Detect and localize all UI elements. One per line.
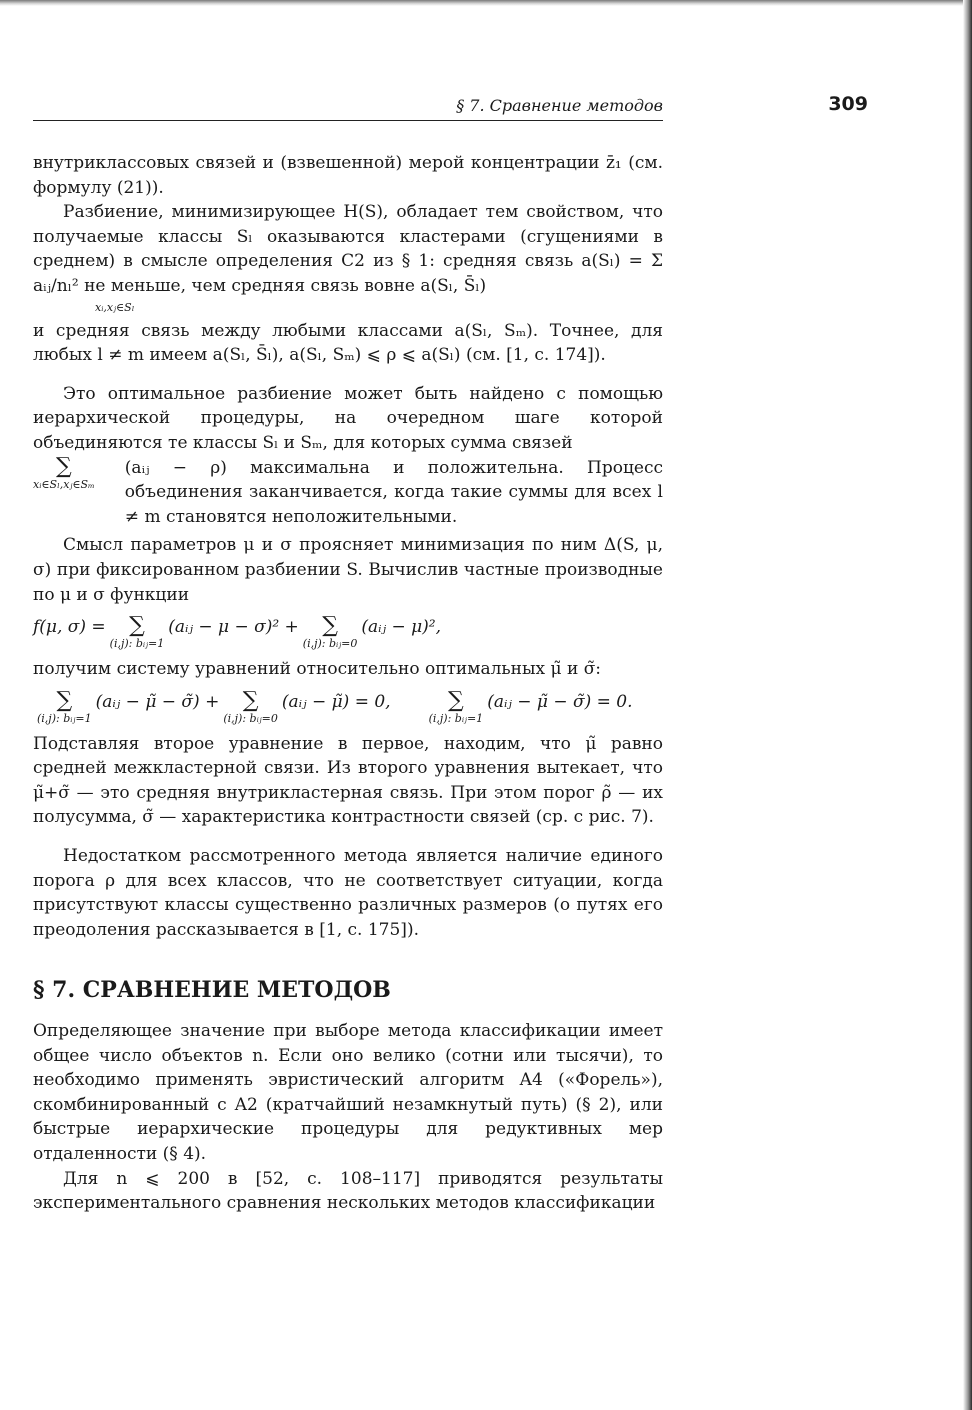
paragraph-4: Это оптимальное разбиение может быть найдено с помощью иерархической процедуры, на очередном шаге которой объединяются те классы Sₗ и Sₘ, для которых сумма связей [33, 383, 663, 453]
book-page [33, 92, 868, 1216]
sum-b0: ∑ (i,j): bᵢⱼ=0 [302, 613, 358, 651]
paragraph-8: Подставляя второе уравнение в первое, находим, что μ̃ равно средней межкластерной связи. Из второго уравнения вытекает, что μ̃+σ̃ — это средняя внутрикластерная связь. При этом порог ρ̃ — их полусумма, σ̃ — характеристика контрастности связей (ср. с рис. 7). [33, 733, 663, 828]
paragraph-11: Для n ⩽ 200 в [52, с. 108–117] приводятся результаты экспериментального сравнения нескольких методов классификации [33, 1168, 663, 1214]
sum-b1-eq2: ∑ (i,j): bᵢⱼ=1 [428, 687, 484, 725]
page-binding-edge [963, 0, 972, 1410]
paragraph-9: Недостатком рассмотренного метода является наличие единого порога ρ для всех классов, что не соответствует ситуации, когда присутствуют классы существенно различных размеров (о путях его преодоления рассказывается в [1, с. 175]). [33, 846, 663, 940]
paragraph-5: (aᵢⱼ − ρ) максимальна и положительна. Процесс объединения заканчивается, когда такие суммы для всех l ≠ m становятся неположительными. [124, 457, 663, 527]
running-head [33, 92, 868, 121]
pair-sum: ∑ xᵢ∈Sₗ,xⱼ∈Sₘ [33, 453, 95, 491]
paragraph-7: получим систему уравнений относительно оптимальных μ̃ и σ̃: [33, 659, 602, 680]
body-text [33, 151, 663, 1216]
sum-limit-intra: xᵢ,xⱼ∈Sₗ [95, 300, 135, 314]
pair-sum-line [33, 453, 663, 530]
paragraph-1: внутриклассовых связей и (взвешенной) мерой концентрации z̄₁ (см. формулу (21)). [33, 153, 663, 198]
formula-system: ∑ (i,j): bᵢⱼ=1 (aᵢⱼ − μ̃ − σ̃) + ∑ (i,j): bᵢⱼ=0 (aᵢⱼ − μ̃) = 0, ∑ (i,j): bᵢⱼ=1 (aᵢⱼ − μ̃ − σ̃) = 0. [37, 687, 633, 725]
paragraph-2: Разбиение, минимизирующее H(S), обладает тем свойством, что получаемые классы Sₗ оказываются кластерами (сгущениями в среднем) в смысле определения C2 из § 1: средняя связь a(Sₗ) = Σ aᵢⱼ/nₗ² не меньше, чем средняя связь вовне a(Sₗ, S̄ₗ) [33, 202, 663, 296]
paragraph-3: и средняя связь между любыми классами a(Sₗ, Sₘ). Точнее, для любых l ≠ m имеем a(Sₗ, S̄ₗ), a(Sₗ, Sₘ) ⩽ ρ ⩽ a(Sₗ) (см. [1, с. 174]). [33, 320, 663, 366]
paragraph-6: Смысл параметров μ и σ проясняет минимизация по ним Δ(S, μ, σ) при фиксированном разбиении S. Вычислив частные производные по μ и σ функции [33, 535, 663, 605]
sum-b1-eq: ∑ (i,j): bᵢⱼ=1 [37, 687, 92, 725]
running-head-title: § 7. Сравнение методов [456, 96, 663, 115]
sum-b0-eq: ∑ (i,j): bᵢⱼ=0 [223, 687, 278, 725]
page-top-edge [0, 0, 972, 6]
sum-b1: ∑ (i,j): bᵢⱼ=1 [109, 613, 165, 651]
formula-f: f(μ, σ) = ∑ (i,j): bᵢⱼ=1 (aᵢⱼ − μ − σ)² + ∑ (i,j): bᵢⱼ=0 (aᵢⱼ − μ)², [33, 613, 442, 651]
page-number: 309 [828, 93, 868, 115]
section-heading: § 7. СРАВНЕНИЕ МЕТОДОВ [33, 977, 391, 1004]
paragraph-10: Определяющее значение при выборе метода классификации имеет общее число объектов n. Если оно велико (сотни или тысячи), то необходимо применять эвристический алгоритм A4 («Форель»), скомбинированный с A2 (кратчайший незамкнутый путь) (§ 2), или быстрые иерархические процедуры для редуктивных мер отдаленности (§ 4). [33, 1021, 663, 1164]
